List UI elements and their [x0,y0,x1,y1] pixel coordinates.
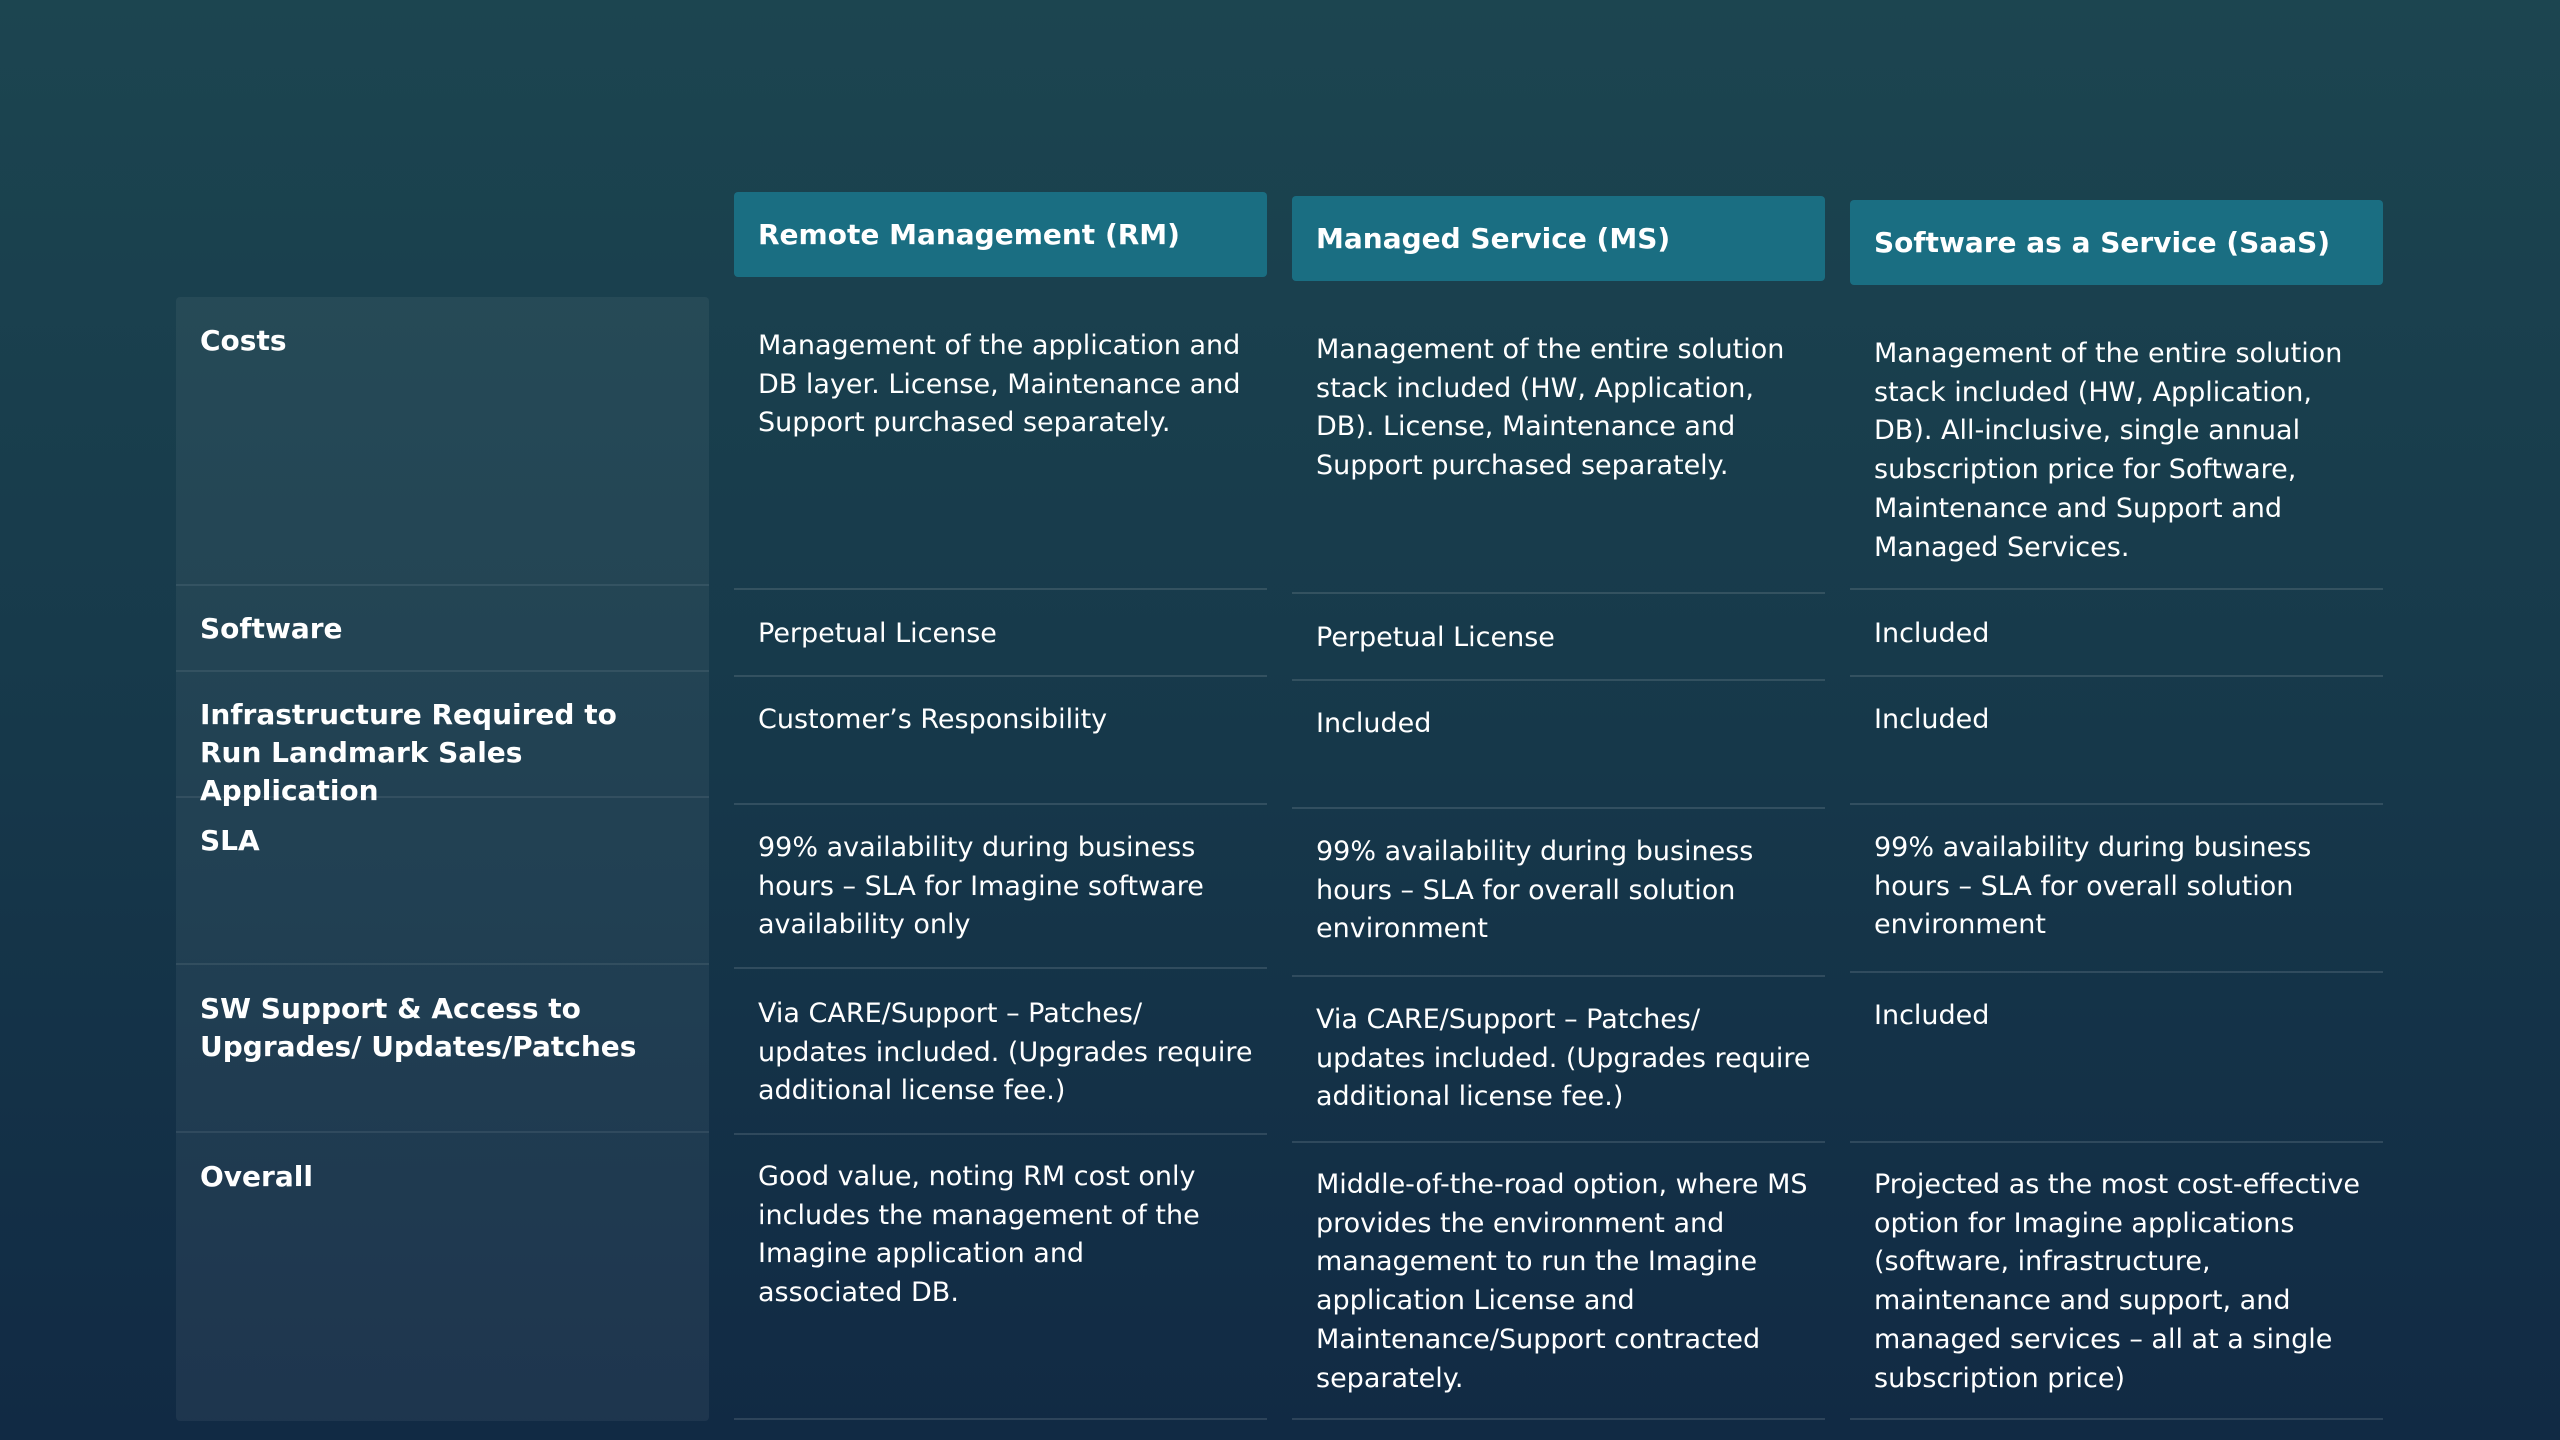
cell-infrastructure-rm: Customer’s Responsibility [758,704,1108,735]
row-label-infrastructure: Infrastructure Required to Run Landmark Sales Application [200,698,617,807]
cell-overall-rm: Good value, noting RM cost only includes the management of the Imagine application and associated DB. [758,1161,1200,1309]
row-label-sla: SLA [200,824,260,857]
cell-sw-support-ms: Via CARE/Support – Patches/ updates included. (Upgrades require additional license fee.) [1316,1004,1811,1113]
cell-costs-saas: Management of the entire solution stack included (HW, Application, DB). All-inclusive, single annual subscription price for Software, Maintenance and Support and Managed Services. [1874,338,2343,563]
row-divider [1850,803,2383,805]
row-divider [734,675,1267,677]
label-divider [176,963,709,965]
row-divider [734,588,1267,590]
row-divider [1850,675,2383,677]
row-label-sw-support: SW Support & Access to Upgrades/ Updates/Patches [200,992,637,1063]
cell-sw-support-saas: Included [1874,1000,1990,1031]
row-divider [1850,971,2383,973]
column-header-rm: Remote Management (RM) [734,192,1267,277]
column-header-saas: Software as a Service (SaaS) [1850,200,2383,285]
row-divider [1850,588,2383,590]
column-header-ms: Managed Service (MS) [1292,196,1825,281]
label-divider [176,796,709,798]
row-divider [1850,1418,2383,1420]
row-label-software: Software [200,612,343,645]
row-divider [1292,679,1825,681]
row-divider [1292,1418,1825,1420]
cell-sla-rm: 99% availability during business hours – SLA for Imagine software availability only [758,832,1204,941]
label-divider [176,1131,709,1133]
cell-overall-saas: Projected as the most cost-effective option for Imagine applications (software, infrastructure, maintenance and support, and managed services – all at a single subscription price) [1874,1169,2360,1394]
cell-software-rm: Perpetual License [758,618,997,649]
row-divider [1292,1141,1825,1143]
label-divider [176,584,709,586]
row-divider [1292,592,1825,594]
row-divider [1292,975,1825,977]
cell-infrastructure-saas: Included [1874,704,1990,735]
cell-sla-saas: 99% availability during business hours – SLA for overall solution environment [1874,832,2312,941]
cell-infrastructure-ms: Included [1316,708,1432,739]
cell-software-saas: Included [1874,618,1990,649]
row-label-overall: Overall [200,1160,313,1193]
row-divider [734,1418,1267,1420]
cell-costs-ms: Management of the entire solution stack included (HW, Application, DB). License, Maintenance and Support purchased separately. [1316,334,1785,482]
row-divider [1850,1141,2383,1143]
cell-sla-ms: 99% availability during business hours – SLA for overall solution environment [1316,836,1754,945]
label-divider [176,670,709,672]
row-divider [734,803,1267,805]
cell-software-ms: Perpetual License [1316,622,1555,653]
row-divider [734,1133,1267,1135]
row-divider [734,967,1267,969]
cell-costs-rm: Management of the application and DB layer. License, Maintenance and Support purchased separately. [758,330,1241,439]
row-divider [1292,807,1825,809]
cell-overall-ms: Middle-of-the-road option, where MS provides the environment and management to run the Imagine application License and Maintenance/Support contracted separately. [1316,1169,1808,1394]
cell-sw-support-rm: Via CARE/Support – Patches/ updates included. (Upgrades require additional license fee.) [758,998,1253,1107]
row-label-costs: Costs [200,324,287,357]
